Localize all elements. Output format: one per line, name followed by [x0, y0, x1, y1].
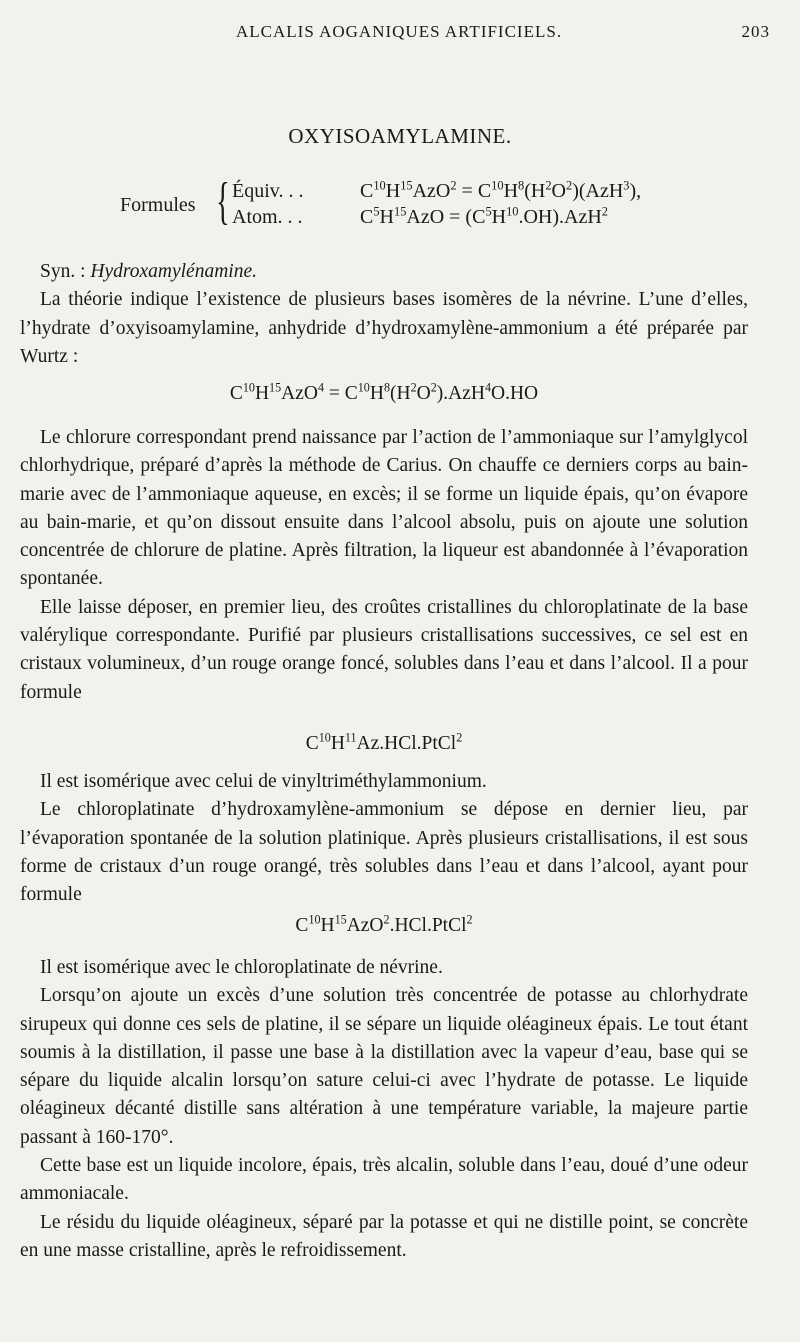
section-title: OXYISOAMYLAMINE. — [288, 124, 512, 148]
synonym-line — [20, 258, 748, 286]
paragraph: Cette base est un liquide incolore, épais, très alcalin, soluble dans l’eau, doué d’une odeur ammoniacale. — [20, 1155, 748, 1205]
formules-label: Formules — [120, 194, 196, 216]
running-header — [0, 20, 800, 48]
formula-atom-row — [232, 206, 608, 229]
paragraph: Elle laisse déposer, en premier lieu, des croûtes cristallines du chloroplatinate de la base valérylique correspondante. Purifié par plusieurs cristallisations successives, ce sel est en cristaux volumineux, d’un rouge orange foncé, solubles dans l’eau et dans l’alcool. Il a pour formule — [20, 596, 748, 703]
formula-equiv-row — [232, 180, 641, 203]
equation-1: $C^{10}H^{15}AzO^4 = C^{10}H^8(H^2O^2).AzH^4O.HO$ — [229, 380, 539, 404]
paragraph-block-4 — [20, 954, 748, 1265]
formula-atom-value: $C^5H^{15}AzO = (C^5H^{10}.OH).AzH^2$ — [360, 204, 608, 228]
formula-atom-key: Atom. . . — [232, 206, 303, 228]
paragraph: Le chlorure correspondant prend naissance par l’action de l’ammoniaque sur l’amylglycol chlorhydrique, préparé d’après la méthode de Carius. On chauffe ce derniers corps au bain-marie avec de l’ammoniaque aqueuse, en excès; il se forme un liquide épais, qu’on évapore au bain-marie, et qu’on dissout ensuite dans l’alcool absolu, puis on ajoute une solution concentrée de chlorure de platine. Après filtration, la liqueur est abandonnée à l’évaporation spontanée. — [20, 427, 748, 590]
paragraph: La théorie indique l’existence de plusieurs bases isomères de la névrine. L’une d’elles, l’hydrate d’oxyisoamylamine, anhydride d’hydroxamylène-ammonium a été préparée par Wurtz : — [20, 289, 748, 367]
page-number: 203 — [741, 22, 770, 41]
paragraph: Le résidu du liquide oléagineux, séparé par la potasse et qui ne distille point, se concrète en une masse cristalline, après le refroidissement. — [20, 1211, 748, 1261]
paragraph: Il est isomérique avec celui de vinyltriméthylammonium. — [40, 771, 487, 792]
equation-3: $C^{10}H^{15}AzO^2.HCl.PtCl^2$ — [295, 912, 473, 936]
formules-block — [120, 173, 740, 232]
paragraph: Lorsqu’on ajoute un excès d’une solution très concentrée de potasse au chlorhydrate sirupeux qui donne ces sels de platine, il se sépare un liquide oléagineux épais. Le tout étant soumis à la distillation, il passe une base à la distillation avec la vapeur d’eau, base qui se sépare du liquide alcalin lorsqu’on sature celui-ci avec l’hydrate de potasse. Le liquide oléagineux décanté distille sans altération à une température variable, la majeure partie passant à 160-170°. — [20, 985, 748, 1148]
paragraph-block-3 — [20, 768, 748, 909]
equation-2: $C^{10}H^{11}Az.HCl.PtCl^2$ — [305, 730, 463, 754]
formula-equiv-value: $C^{10}H^{15}AzO^2 = C^{10}H^8(H^2O^2)(AzH^3)$, — [360, 178, 642, 202]
synonym-name: Hydroxamylénamine. — [90, 261, 257, 282]
synonym-prefix: Syn. : — [40, 261, 91, 282]
paragraph: Le chloroplatinate d’hydroxamylène-ammonium se dépose en dernier lieu, par l’évaporation spontanée de la solution platinique. Après plusieurs cristallisations, il est sous forme de cristaux d’un rouge orangé, très solubles dans l’eau et dans l’alcool, ayant pour formule — [20, 799, 748, 906]
formula-equiv-key: Équiv. . . — [232, 180, 304, 202]
brace-glyph: { — [216, 173, 230, 230]
paragraph: Il est isomérique avec le chloroplatinate de névrine. — [40, 957, 443, 978]
syn-and-intro — [20, 258, 748, 371]
paragraph-block-2 — [20, 424, 748, 707]
running-title: ALCALIS AOGANIQUES ARTIFICIELS. — [236, 22, 563, 41]
